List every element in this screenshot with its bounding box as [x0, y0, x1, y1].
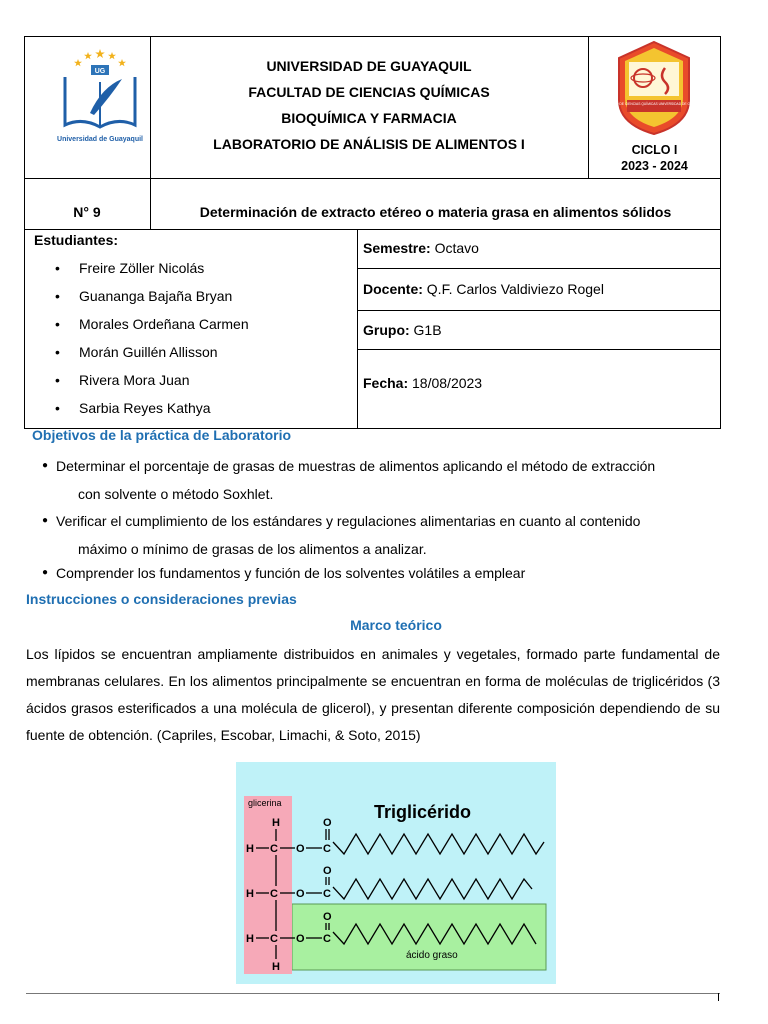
info-row-1 — [357, 268, 721, 269]
theory-paragraph: Los lípidos se encuentran ampliamente distribuidos en animales y vegetales, formado parte fundamental de membranas celulares. En los alimentos principalmente se encuentran en forma de moléculas de triglicéridos (3 ácidos grasos esterificados a una molécula de glicerol), y presentan diferente composición dependiendo de su fuente de obtención. (Capriles, Escobar, Limachi, & Soto, 2015) — [26, 646, 720, 743]
career-name: BIOQUÍMICA Y FARMACIA — [281, 110, 457, 126]
svg-text:C: C — [270, 843, 278, 855]
info-divider — [357, 229, 358, 429]
list-item: • Guananga Bajaña Bryan — [55, 286, 249, 314]
objective-item — [42, 559, 721, 587]
students-label: Estudiantes: — [34, 232, 119, 248]
fecha-cell — [363, 375, 482, 391]
cycle-info — [588, 142, 721, 174]
objective-line-1: Verificar el cumplimiento de los estándares y regulaciones alimentarias en cuanto al contenido — [56, 513, 641, 529]
lab-name: LABORATORIO DE ANÁLISIS DE ALIMENTOS I — [213, 136, 525, 152]
university-name: UNIVERSIDAD DE GUAYAQUIL — [266, 58, 472, 74]
svg-text:O: O — [296, 888, 305, 900]
svg-text:O: O — [323, 817, 332, 829]
list-item: • Morán Guillén Allisson — [55, 342, 249, 370]
svg-text:UG: UG — [94, 68, 106, 75]
seal-text: FACULTAD DE CIENCIAS QUÍMICAS UNIVERSIDAD DE GUAYAQUIL — [601, 102, 707, 106]
triglyceride-figure — [236, 762, 556, 984]
semestre-value: Octavo — [434, 240, 479, 256]
objective-item — [42, 507, 721, 563]
docente-cell — [363, 281, 604, 297]
practice-number: N° 9 — [73, 204, 101, 220]
info-row-3 — [357, 349, 721, 350]
svg-text:C: C — [270, 888, 278, 900]
svg-text:H: H — [272, 961, 280, 973]
list-item: • Freire Zöller Nicolás — [55, 258, 249, 286]
instructions-heading: Instrucciones o consideraciones previas — [26, 591, 297, 607]
svg-text:C: C — [323, 888, 331, 900]
practice-title: Determinación de extracto etéreo o materia grasa en alimentos sólidos — [199, 204, 672, 220]
docente-label: Docente: — [363, 281, 423, 297]
glycerin-label: glicerina — [248, 798, 282, 808]
table-border-top — [24, 36, 721, 37]
svg-text:O: O — [323, 865, 332, 877]
semestre-label: Semestre: — [363, 240, 431, 256]
objective-line-1: Comprender los fundamentos y función de los solventes volátiles a emplear — [56, 565, 526, 581]
svg-text:H: H — [246, 843, 254, 855]
objective-item — [42, 452, 721, 508]
svg-text:C: C — [323, 843, 331, 855]
logo-text: Universidad de Guayaquil — [57, 136, 143, 143]
figure-title: Triglicérido — [374, 802, 472, 822]
page-edge-mark — [718, 993, 719, 1001]
faculty-seal — [601, 40, 707, 136]
page-bottom-line — [26, 993, 720, 994]
fatty-acid-label: ácido graso — [406, 950, 458, 961]
cycle-label: CICLO I — [631, 143, 678, 157]
bullet-icon: ● — [42, 567, 49, 578]
objective-line-1: Determinar el porcentaje de grasas de muestras de alimentos aplicando el método de extracción — [56, 458, 656, 474]
faculty-name: FACULTAD DE CIENCIAS QUÍMICAS — [248, 84, 490, 100]
header-bottom — [24, 178, 721, 179]
title-row-bottom — [24, 229, 721, 230]
marco-teorico-heading: Marco teórico — [350, 617, 442, 633]
students-list — [55, 258, 249, 426]
bullet-icon: ● — [42, 515, 49, 526]
bullet-icon: ● — [42, 460, 49, 471]
svg-text:H: H — [272, 817, 280, 829]
quill-icon — [90, 79, 122, 115]
grupo-cell — [363, 322, 442, 338]
header-titles — [150, 53, 588, 157]
svg-text:H: H — [246, 888, 254, 900]
info-row-2 — [357, 310, 721, 311]
objective-line-2: máximo o mínimo de grasas de los alimentos a analizar. — [78, 541, 427, 557]
university-logo — [50, 47, 150, 147]
list-item: • Sarbia Reyes Kathya — [55, 398, 249, 426]
docente-value: Q.F. Carlos Valdiviezo Rogel — [426, 281, 604, 297]
svg-text:C: C — [323, 933, 331, 945]
objective-line-2: con solvente o método Soxhlet. — [78, 486, 274, 502]
grupo-label: Grupo: — [363, 322, 410, 338]
svg-text:H: H — [246, 933, 254, 945]
svg-text:C: C — [270, 933, 278, 945]
objectives-heading: Objetivos de la práctica de Laboratorio — [32, 427, 292, 443]
stars-icon — [74, 49, 126, 66]
glycerin-region — [244, 796, 292, 974]
table-border-left — [24, 36, 25, 429]
svg-text:O: O — [323, 911, 332, 923]
fecha-value: 18/08/2023 — [412, 375, 483, 391]
list-item: • Morales Ordeñana Carmen — [55, 314, 249, 342]
list-item: • Rivera Mora Juan — [55, 370, 249, 398]
svg-text:O: O — [296, 843, 305, 855]
grupo-value: G1B — [413, 322, 442, 338]
table-border-right — [720, 36, 721, 429]
svg-text:O: O — [296, 933, 305, 945]
fecha-label: Fecha: — [363, 375, 409, 391]
cycle-years: 2023 - 2024 — [621, 159, 688, 173]
semestre-cell — [363, 240, 479, 256]
